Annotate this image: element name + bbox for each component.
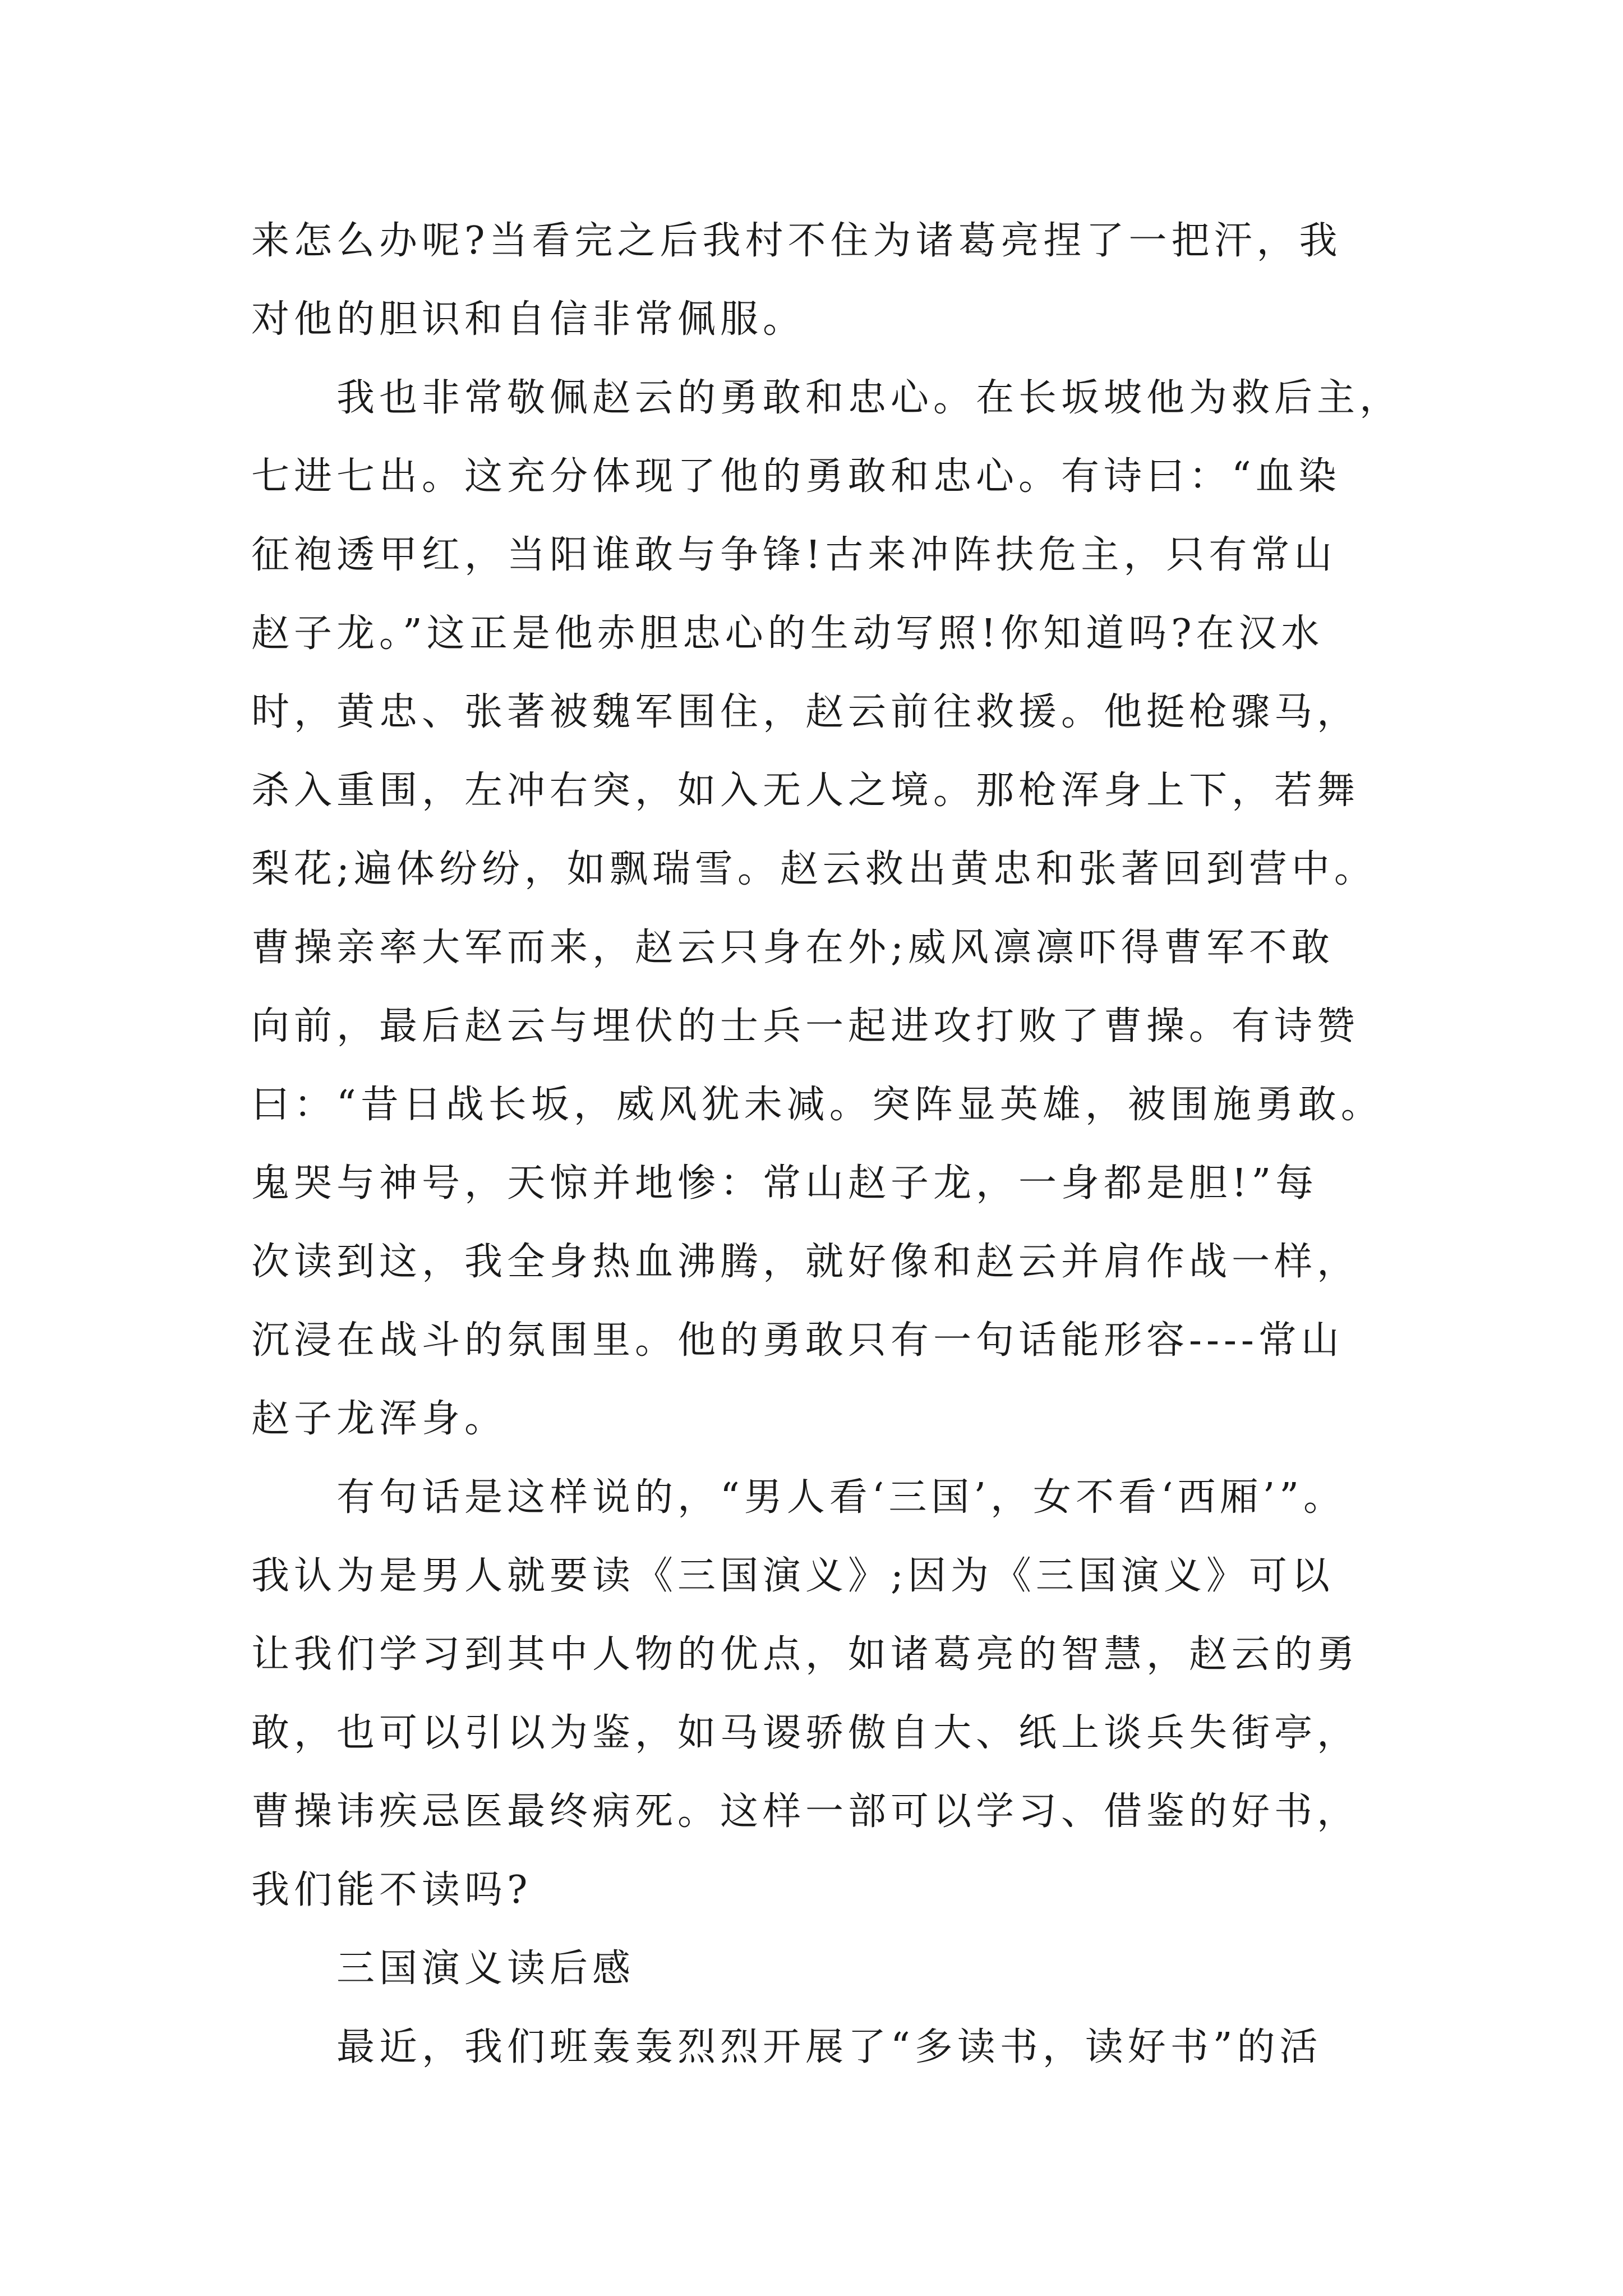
text-line: 杀入重围，左冲右突，如入无人之境。那枪浑身上下，若舞 (251, 769, 1360, 813)
text-line: 时，黄忠、张著被魏军围住，赵云前往救援。他挺枪骤马， (251, 690, 1360, 734)
text-line: 鬼哭与神号，天惊并地惨：常山赵子龙，一身都是胆!”每 (251, 1161, 1318, 1205)
text-line: 敢，也可以引以为鉴，如马谡骄傲自大、纸上谈兵失街亭， (251, 1711, 1360, 1755)
text-line: 赵子龙浑身。 (251, 1397, 508, 1441)
section-heading: 三国演义读后感 (336, 1947, 635, 1991)
paragraph-start-line: 最近，我们班轰轰烈烈开展了“多读书，读好书”的活 (336, 2025, 1322, 2069)
text-line: 向前，最后赵云与埋伏的士兵一起进攻打败了曹操。有诗赞 (251, 1004, 1360, 1048)
text-line: 梨花;遍体纷纷，如飘瑞雪。赵云救出黄忠和张著回到营中。 (251, 847, 1377, 891)
text-line: 曹操亲率大军而来，赵云只身在外;威风凛凛吓得曹军不敢 (251, 926, 1334, 970)
text-line: 曹操讳疾忌医最终病死。这样一部可以学习、借鉴的好书， (251, 1789, 1360, 1834)
text-line: 次读到这，我全身热血沸腾，就好像和赵云并肩作战一样， (251, 1240, 1360, 1284)
text-line: 七进七出。这充分体现了他的勇敢和忠心。有诗曰：“血染 (251, 454, 1341, 499)
text-line: 赵子龙。”这正是他赤胆忠心的生动写照!你知道吗?在汉水 (251, 611, 1324, 656)
text-line: 来怎么办呢?当看完之后我村不住为诸葛亮捏了一把汗，我 (251, 219, 1342, 263)
text-line: 曰：“昔日战长坂，威风犹未减。突阵显英雄，被围施勇敢。 (251, 1083, 1384, 1127)
paragraph-start-line: 有句话是这样说的，“男人看‘三国’，女不看‘西厢’”。 (336, 1475, 1346, 1520)
paragraph-start-line: 我也非常敬佩赵云的勇敢和忠心。在长坂坡他为救后主， (336, 376, 1403, 420)
text-line: 我们能不读吗? (251, 1868, 532, 1912)
text-line: 我认为是男人就要读《三国演义》;因为《三国演义》可以 (251, 1554, 1334, 1598)
text-line: 对他的胆识和自信非常佩服。 (251, 297, 806, 342)
text-line: 沉浸在战斗的氛围里。他的勇敢只有一句话能形容----常山 (251, 1318, 1344, 1363)
text-line: 让我们学习到其中人物的优点，如诸葛亮的智慧，赵云的勇 (251, 1632, 1360, 1677)
text-line: 征袍透甲红，当阳谁敢与争锋!古来冲阵扶危主，只有常山 (251, 533, 1337, 577)
